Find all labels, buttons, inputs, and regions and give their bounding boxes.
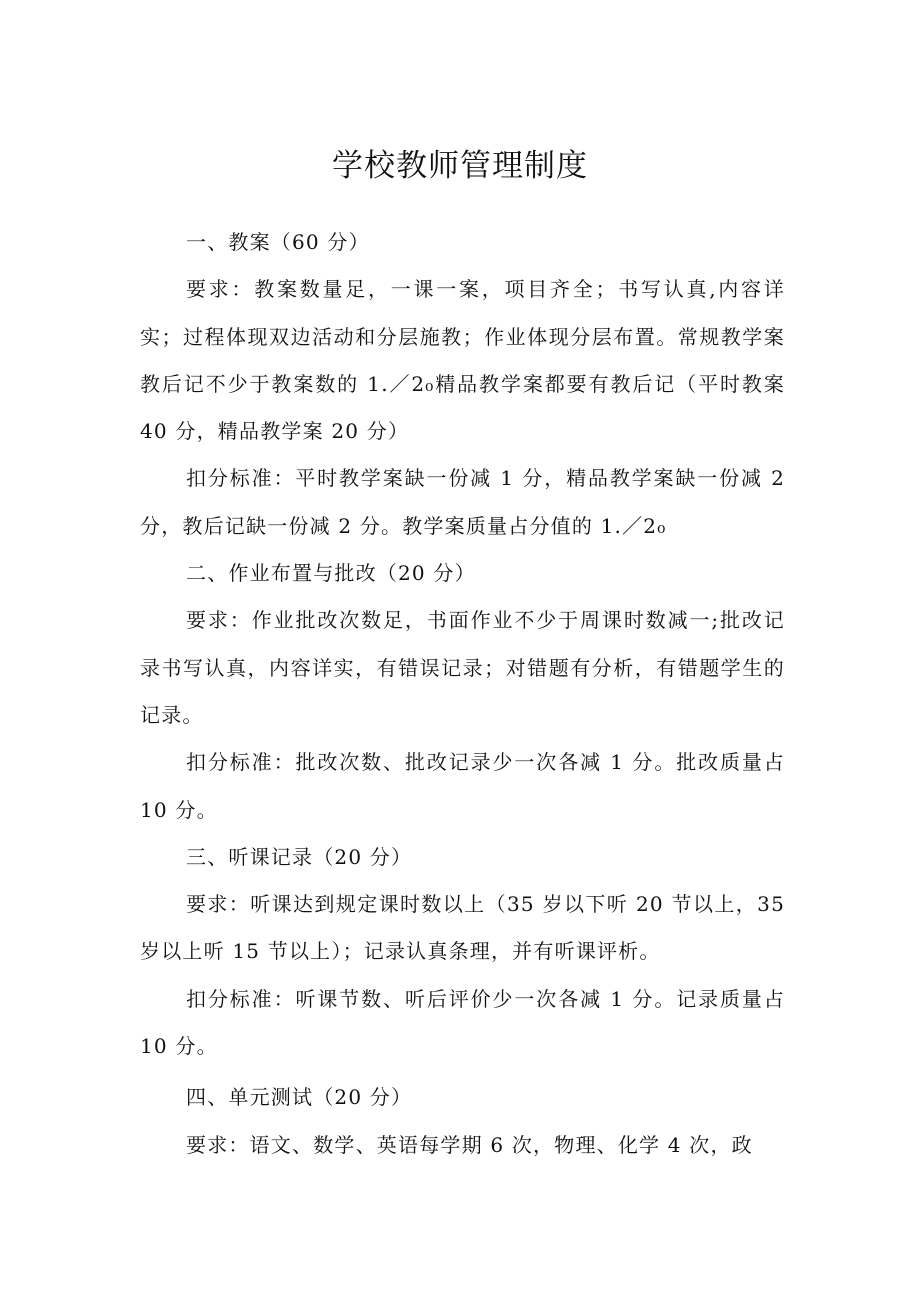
section-heading: 四、单元测试（20 分） [186,1085,413,1110]
section-heading: 三、听课记录（20 分） [186,844,413,869]
section-deduction: 扣分标准：批改次数、批改记录少一次各减 1 分。批改质量占 10 分。 [140,750,785,822]
document-title: 学校教师管理制度 [332,148,588,184]
document-body [140,219,785,1169]
section-requirement: 要求：语文、数学、英语每学期 6 次，物理、化学 4 次，政 [186,1132,753,1157]
section-heading: 一、教案（60 分） [186,230,370,254]
section-heading: 二、作业布置与批改（20 分） [186,561,476,586]
section-unit-tests [140,1074,785,1169]
section-requirement: 要求：听课达到规定课时数以上（35 岁以下听 20 节以上，35 岁以上听 15 节以上）；记录认真条理，并有听课评析。 [140,892,785,964]
section-homework [140,550,785,834]
section-requirement: 要求：教案数量足，一课一案，项目齐全；书写认真,内容详实；过程体现双边活动和分层施教；作业体现分层布置。常规教学案教后记不少于教案数的 1.／2₀精品教学案都要有教后记（平时教案 40 分，精品教学案 20 分） [140,277,785,444]
section-requirement: 要求：作业批改次数足，书面作业不少于周课时数减一;批改记录书写认真，内容详实，有错误记录；对错题有分析，有错题学生的记录。 [140,608,785,727]
section-deduction: 扣分标准：平时教学案缺一份减 1 分，精品教学案缺一份减 2 分，教后记缺一份减 2 分。教学案质量占分值的 1.／2₀ [140,466,785,538]
section-lesson-plans [140,219,785,550]
section-lesson-observation [140,834,785,1070]
section-deduction: 扣分标准：听课节数、听后评价少一次各减 1 分。记录质量占 10 分。 [140,986,785,1059]
